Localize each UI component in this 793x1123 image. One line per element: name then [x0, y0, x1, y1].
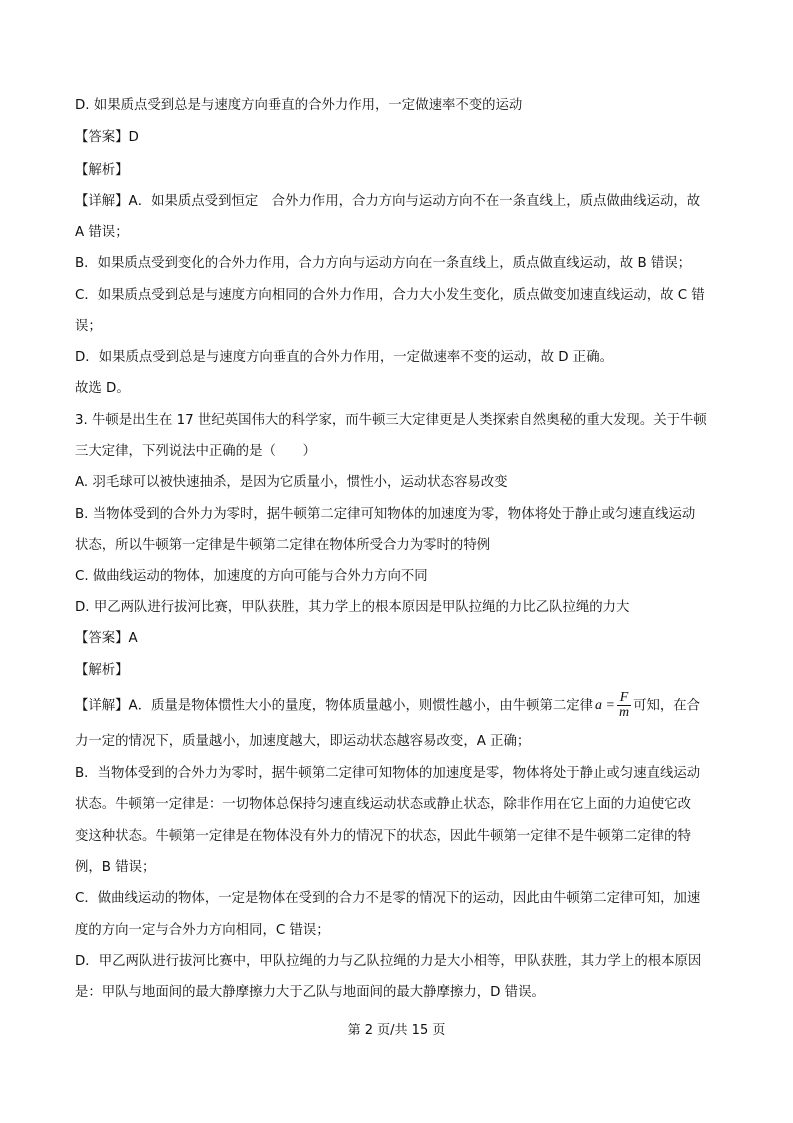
q3-explanation-a-line-2: 力一定的情况下，质量越小，加速度越大，即运动状态越容易改变，A 正确； — [75, 734, 531, 749]
q3-explanation-d-line-2: 是：甲队与地面间的最大静摩擦力大于乙队与地面间的最大静摩擦力，D 错误。 — [75, 985, 545, 1000]
q3-explanation-b-line-3: 变这种状态。牛顿第一定律是在物体没有外力的情况下的状态，因此牛顿第一定律不是牛顿第二定律的特 — [75, 829, 691, 844]
page-number-footer: 第 2 页/共 15 页 — [347, 1023, 446, 1038]
q3-option-b-line-1: B. 当物体受到的合外力为零时，据牛顿第二定律可知物体的加速度为零，物体将处于静止或匀速直线运动 — [75, 507, 696, 522]
q3-option-b-line-2: 状态，所以牛顿第一定律是牛顿第二定律在物体所受合力为零时的特例 — [75, 538, 491, 553]
answer-label-d: 【答案】D — [75, 130, 139, 145]
formula-numerator: F — [617, 691, 631, 706]
q3-explanation-d-line-1: D．甲乙两队进行拔河比赛中，甲队拉绳的力与乙队拉绳的力是大小相等，甲队获胜，其力学上的根本原因 — [75, 954, 702, 969]
q3-option-d: D. 甲乙两队进行拔河比赛，甲队获胜，其力学上的根本原因是甲队拉绳的力比乙队拉绳的力大 — [75, 600, 630, 615]
explanation-c-line-1: C．如果质点受到总是与速度方向相同的合外力作用，合力大小发生变化，质点做变加速直线运动，故 C 错 — [75, 288, 705, 303]
explanation-c-line-2: 误； — [75, 319, 102, 334]
q3-option-c: C. 做曲线运动的物体，加速度的方向可能与合外力方向不同 — [75, 569, 428, 584]
q3-explanation-c-line-2: 度的方向一定与合外力方向相同，C 错误； — [75, 923, 330, 938]
analysis-heading: 【解析】 — [75, 163, 129, 178]
q3-explanation-a-line-1 — [75, 690, 700, 721]
explanation-a-line-2: A 错误； — [75, 225, 129, 240]
formula-line-after: 可知，在合 — [633, 698, 701, 714]
explanation-d: D．如果质点受到总是与速度方向垂直的合外力作用，一定做速率不变的运动，故 D 正确。 — [75, 350, 613, 365]
q3-explanation-c-line-1: C．做曲线运动的物体，一定是物体在受到的合力不是零的情况下的运动，因此由牛顿第二定律可知，加速 — [75, 891, 701, 906]
q3-option-a: A. 羽毛球可以被快速抽杀，是因为它质量小，惯性小，运动状态容易改变 — [75, 475, 508, 490]
formula-line-before: 【详解】A．质量是物体惯性大小的量度，物体质量越小，则惯性越小，由牛顿第二定律 — [75, 698, 594, 714]
question-3-stem-line-2: 三大定律，下列说法中正确的是（ ） — [75, 444, 317, 459]
q3-answer-label: 【答案】A — [75, 631, 138, 646]
q3-explanation-b-line-2: 状态。牛顿第一定律是：一切物体总保持匀速直线运动状态或静止状态，除非作用在它上面的力迫使它改 — [75, 797, 691, 812]
explanation-a-line-1: 【详解】A．如果质点受到恒定 合外力作用，合力方向与运动方向不在一条直线上，质点做曲线运动，故 — [75, 194, 701, 209]
question-3-stem-line-1: 3. 牛顿是出生在 17 世纪英国伟大的科学家，而牛顿三大定律更是人类探索自然奥秘的重大发现。关于牛顿 — [75, 413, 707, 428]
conclusion: 故选 D。 — [75, 381, 130, 396]
formula-left-side: a = — [595, 697, 615, 713]
q3-explanation-b-line-4: 例，B 错误； — [75, 860, 156, 875]
q3-analysis-heading: 【解析】 — [75, 663, 129, 678]
newton-second-law-formula — [595, 690, 631, 721]
formula-denominator: m — [618, 705, 630, 721]
option-d-text: D. 如果质点受到总是与速度方向垂直的合外力作用，一定做速率不变的运动 — [75, 98, 523, 113]
explanation-b: B．如果质点受到变化的合外力作用，合力方向与运动方向在一条直线上，质点做直线运动，故 B 错误； — [75, 256, 692, 271]
q3-explanation-b-line-1: B．当物体受到的合外力为零时，据牛顿第二定律可知物体的加速度是零，物体将处于静止或匀速直线运动 — [75, 766, 701, 781]
